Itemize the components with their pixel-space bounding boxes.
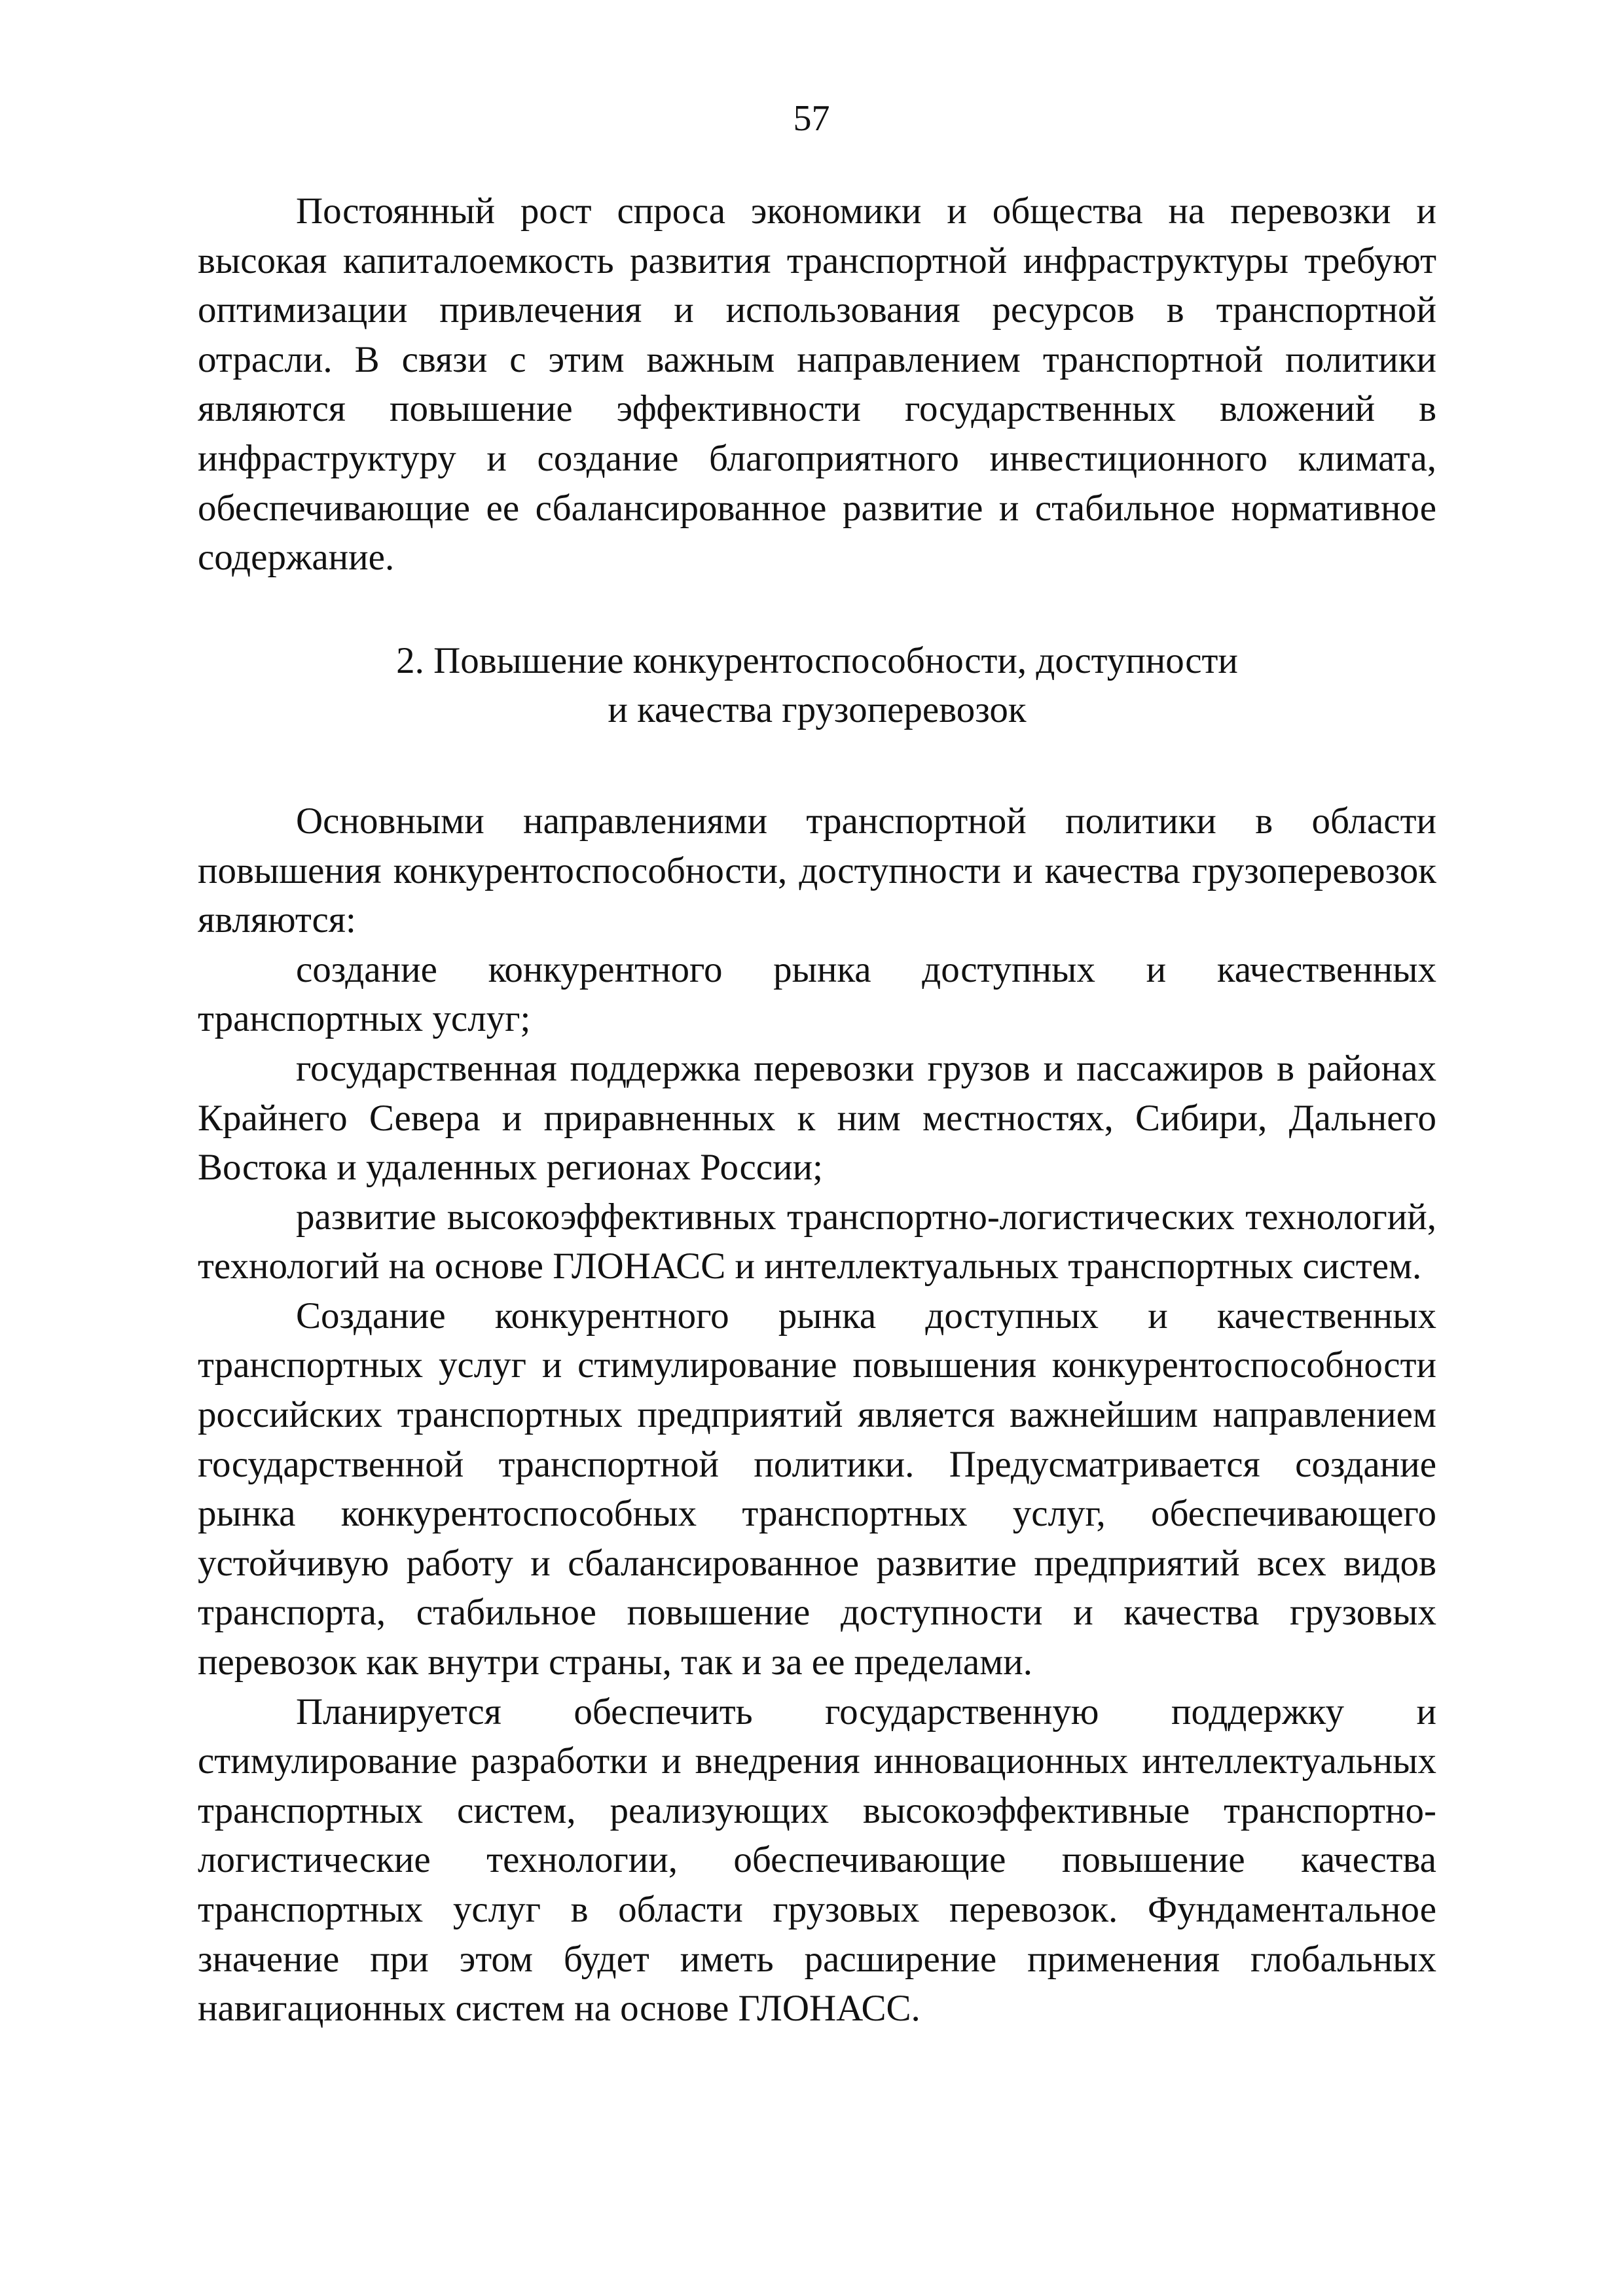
paragraph-directions-intro: Основными направлениями транспортной политики в области повышения конкурентоспособности, доступности и качества грузоперевозок являются: [198,800,1436,941]
list-item-state-support: государственная поддержка перевозки грузов и пассажиров в районах Крайнего Севера и приравненных к ним местностях, Сибири, Дальнего Востока и удаленных регионах России; [198,1047,1436,1189]
paragraph-planned-support: Планируется обеспечить государственную поддержку и стимулирование разработки и внедрения инновационных интеллектуальных транспортных систем, реализующих высокоэффективные транспортно-логистические технологии, обеспечивающие повышение качества транспортных услуг в области грузовых перевозок. Фундаментальное значение при этом будет иметь расширение применения глобальных навигационных систем на основе ГЛОНАСС. [198,1691,1436,2030]
intro-paragraph: Постоянный рост спроса экономики и общества на перевозки и высокая капиталоемкость развития транспортной инфраструктуры требуют оптимизации привлечения и использования ресурсов в транспортной отрасли. В связи с этим важным направлением транспортной политики являются повышение эффективности государственных вложений в инфраструктуру и создание благоприятного инвестиционного климата, обеспечивающие ее сбалансированное развитие и стабильное нормативное содержание. [198,190,1436,579]
paragraph-market-creation: Создание конкурентного рынка доступных и качественных транспортных услуг и стимулирование повышения конкурентоспособности российских транспортных предприятий является важнейшим направлением государственной транспортной политики. Предусматривается создание рынка конкурентоспособных транспортных услуг, обеспечивающего устойчивую работу и сбалансированное развитие предприятий всех видов транспорта, стабильное повышение доступности и качества грузовых перевозок как внутри страны, так и за ее пределами. [198,1295,1436,1683]
page-number: 57 [793,98,830,139]
document-body [198,187,1436,2034]
section-title-line-1: 2. Повышение конкурентоспособности, доступности [396,639,1238,681]
section-title [198,636,1436,735]
section-title-line-2: и качества грузоперевозок [608,689,1027,731]
list-item-competitive-market: создание конкурентного рынка доступных и качественных транспортных услуг; [198,948,1436,1040]
list-item-technologies: развитие высокоэффективных транспортно-логистических технологий, технологий на основе ГЛОНАСС и интеллектуальных транспортных систем. [198,1196,1436,1287]
